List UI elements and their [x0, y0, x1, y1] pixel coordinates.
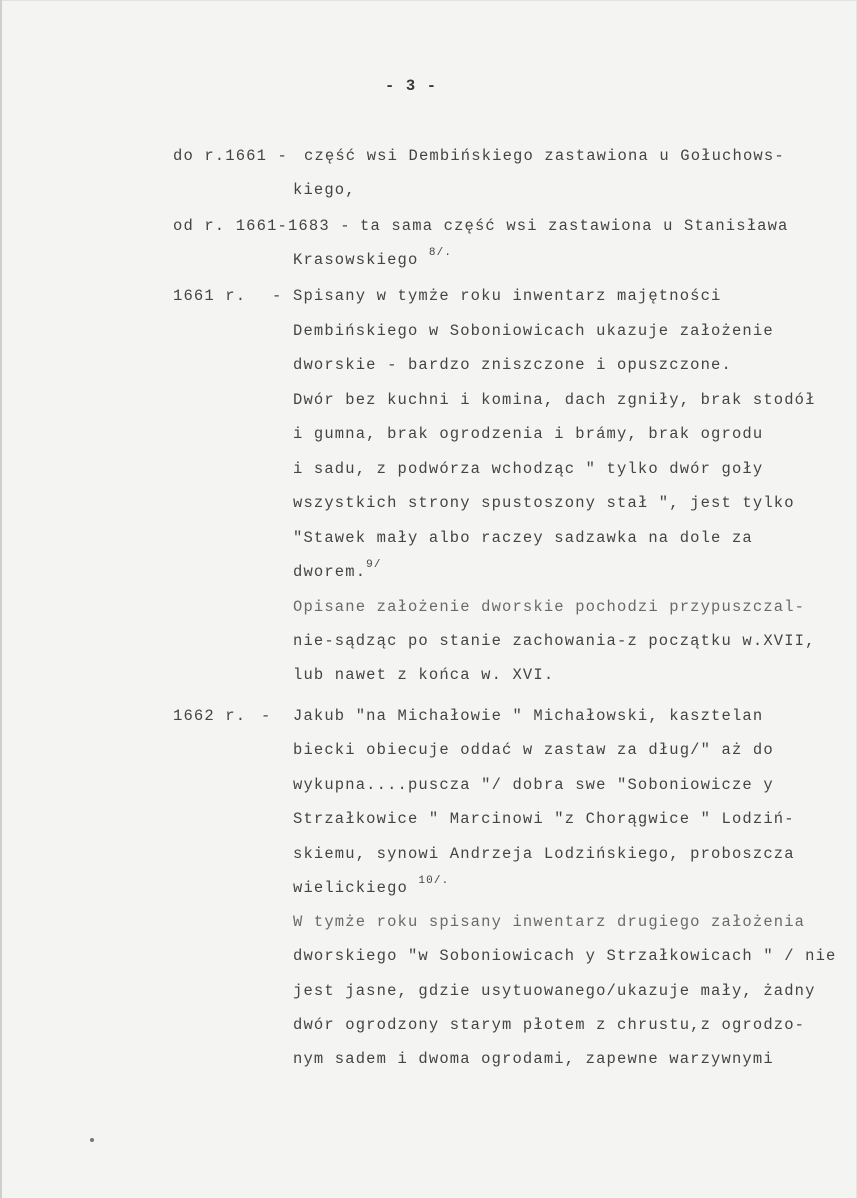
entry-4-note-line: nym sadem i dwoma ogrodami, zapewne warzywnymi — [293, 1050, 774, 1068]
entry-2-line: ta sama część wsi zastawiona u Stanisława — [360, 217, 789, 235]
footnote-ref: 8/. — [428, 247, 453, 259]
entry-4-line: biecki obiecuje oddać w zastaw za dług/" aż do — [293, 741, 774, 759]
page-number: - 3 - — [385, 77, 438, 95]
entry-3-line: dworem. — [293, 563, 367, 581]
entry-1-line: kiego, — [293, 181, 356, 199]
entry-4-line-footnoted — [293, 875, 450, 898]
entry-3-line: Dembińskiego w Soboniowicach ukazuje założenie — [293, 322, 774, 340]
entry-3-line: i gumna, brak ogrodzenia i brámy, brak ogrodu — [293, 425, 764, 443]
entry-3-note-line: lub nawet z końca w. XVI. — [293, 666, 555, 684]
entry-3-dash: - — [272, 287, 283, 305]
entry-4-line: Strzałkowice " Marcinowi "z Chorągwice " Lodziń- — [293, 810, 795, 828]
footnote-ref: 10/. — [418, 875, 450, 887]
entry-3-line-footnoted — [293, 559, 382, 582]
entry-3-line: i sadu, z podwórza wchodząc " tylko dwór goły — [293, 460, 764, 478]
entry-1-label: do r.1661 - — [173, 147, 288, 165]
paper-speck — [90, 1138, 94, 1142]
entry-4-label: 1662 r. — [173, 707, 247, 725]
entry-4-note-line: W tymże roku spisany inwentarz drugiego założenia — [293, 913, 806, 931]
entry-2-line-footnoted — [293, 247, 453, 270]
entry-4-line: wykupna....puscza "/ dobra swe "Soboniowicze y — [293, 776, 774, 794]
entry-2-line: Krasowskiego — [293, 251, 419, 269]
entry-3-label: 1661 r. — [173, 287, 247, 305]
entry-4-line: wielickiego — [293, 879, 408, 897]
entry-3-line: dworskie - bardzo zniszczone i opuszczone. — [293, 356, 732, 374]
entry-3-note-line: Opisane założenie dworskie pochodzi przypuszczal- — [293, 598, 806, 616]
entry-3-line: "Stawek mały albo raczey sadzawka na dole za — [293, 529, 753, 547]
entry-1-line: część wsi Dembińskiego zastawiona u Gołuchows- — [304, 147, 785, 165]
entry-3-line: Dwór bez kuchni i komina, dach zgniły, brak stodół — [293, 391, 816, 409]
entry-4-note-line: jest jasne, gdzie usytuowanego/ukazuje mały, żadny — [293, 982, 816, 1000]
footnote-ref: 9/ — [366, 559, 382, 571]
entry-2-label: od r. 1661-1683 - — [173, 217, 351, 235]
entry-4-note-line: dworskiego "w Soboniowicach y Strzałkowicach " / nie — [293, 947, 837, 965]
entry-3-line: Spisany w tymże roku inwentarz majętności — [293, 287, 722, 305]
entry-3-line: wszystkich strony spustoszony stał ", jest tylko — [293, 494, 795, 512]
entry-4-note-line: dwór ogrodzony starym płotem z chrustu,z ogrodzo- — [293, 1016, 806, 1034]
entry-3-note-line: nie-sądząc po stanie zachowania-z początku w.XVII, — [293, 632, 816, 650]
entry-4-line: Jakub "na Michałowie " Michałowski, kasztelan — [293, 707, 764, 725]
entry-4-line: skiemu, synowi Andrzeja Lodzińskiego, proboszcza — [293, 845, 795, 863]
entry-4-dash: - — [261, 707, 272, 725]
